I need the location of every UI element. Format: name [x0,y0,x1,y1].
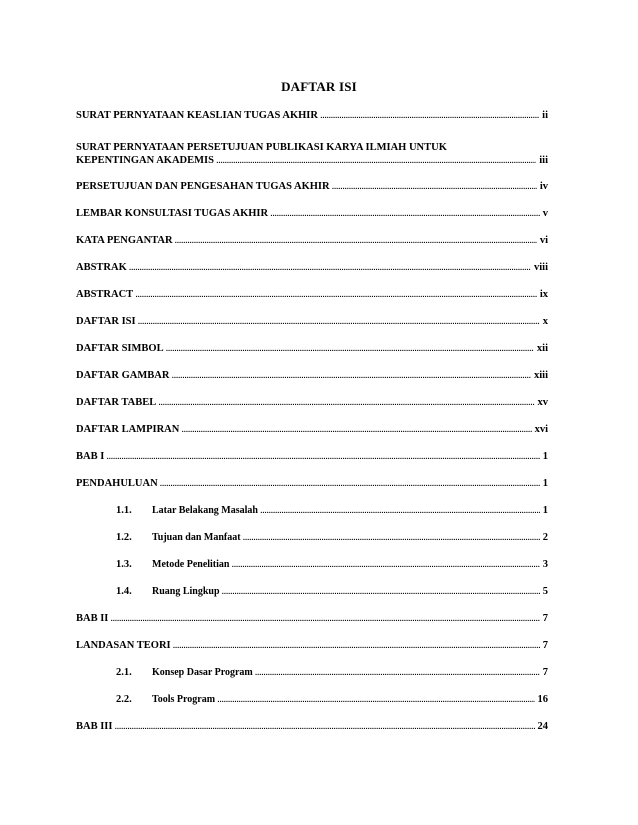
toc-entry-label: DAFTAR TABEL [76,397,157,408]
toc-entry-label: DAFTAR SIMBOL [76,343,164,354]
dot-leader [332,180,537,193]
toc-entry-label: Metode Penelitian [152,559,230,570]
toc-entry-label-line1: SURAT PERNYATAAN PERSETUJUAN PUBLIKASI KARYA ILMIAH UNTUK [76,142,447,153]
toc-entry-label: ABSTRACT [76,289,134,300]
toc-entry-label: DAFTAR GAMBAR [76,370,170,381]
toc-entry-label: Konsep Dasar Program [152,667,253,678]
toc-entry [76,207,548,220]
toc-subentry-number: 1.2. [116,532,132,543]
toc-entry [76,450,548,463]
dot-leader [222,585,540,598]
toc-entry-label: SURAT PERNYATAAN KEASLIAN TUGAS AKHIR [76,110,318,121]
toc-entry-page: viii [533,262,548,273]
toc-entry [76,477,548,490]
toc-entry-page: 1 [542,478,548,489]
dot-leader [231,558,539,571]
dot-leader [106,450,539,463]
toc-entry-page: iii [539,155,548,166]
toc-subentry [116,558,548,571]
dot-leader [135,288,537,301]
toc-entry-label: BAB II [76,613,109,624]
toc-subentry [116,585,548,598]
toc-entry-label: DAFTAR LAMPIRAN [76,424,180,435]
toc-entry-page: x [542,316,548,327]
toc-entry-label: LANDASAN TEORI [76,640,171,651]
toc-entry-page: 7 [542,640,548,651]
toc-entry-page: 7 [542,613,548,624]
toc-entry-page: 3 [542,559,548,570]
toc-entry-page: v [542,208,548,219]
page-title: DAFTAR ISI [281,79,357,94]
dot-leader [166,342,534,355]
toc-entry-label: Latar Belakang Masalah [152,505,258,516]
toc-subentry [116,666,548,679]
toc-entry-label: BAB III [76,721,113,732]
toc-entry-label: Tujuan dan Manfaat [152,532,241,543]
toc-entry [76,423,548,436]
toc-entry [76,315,548,328]
dot-leader [175,234,537,247]
dot-leader [158,396,534,409]
toc-entry-page: xii [536,343,548,354]
dot-leader [260,504,540,517]
toc-entry [76,720,548,733]
toc-entry-page: 7 [542,667,548,678]
dot-leader [270,207,540,220]
dot-leader [114,720,534,733]
toc-subentry-number: 1.3. [116,559,132,570]
toc-entry [76,639,548,652]
dot-leader [138,315,540,328]
dot-leader [173,639,540,652]
toc-subentry [116,693,548,706]
toc-subentry-number: 1.4. [116,586,132,597]
toc-entry-label: KEPENTINGAN AKADEMIS [76,155,214,166]
toc-entry [76,288,548,301]
toc-subentry [116,504,548,517]
toc-entry [76,342,548,355]
toc-entry [76,261,548,274]
toc-entry-label: KATA PENGANTAR [76,235,173,246]
toc-entry-page: ii [542,110,548,121]
toc-entry-label: Tools Program [152,694,216,705]
toc-entry [76,369,548,382]
toc-entry-page: 2 [542,532,548,543]
dot-leader [216,154,536,167]
toc-entry-label: LEMBAR KONSULTASI TUGAS AKHIR [76,208,269,219]
toc-entry-label: ABSTRAK [76,262,127,273]
dot-leader [217,693,534,706]
toc-entry-label: PERSETUJUAN DAN PENGESAHAN TUGAS AKHIR [76,181,330,192]
toc-entry-page: xiii [533,370,548,381]
toc-entry-page: 1 [542,505,548,516]
toc-entry-page: xv [537,397,548,408]
dot-leader [160,477,540,490]
dot-leader [320,109,539,122]
toc-entry [76,234,548,247]
toc-entry-page: ix [539,289,548,300]
toc-entry-page: xvi [534,424,548,435]
toc-entry-page: 5 [542,586,548,597]
toc-entry-label: PENDAHULUAN [76,478,158,489]
toc-entry [76,141,548,167]
dot-leader [110,612,539,625]
toc-subentry-number: 2.1. [116,667,132,678]
toc-entry-page: 16 [537,694,548,705]
dot-leader [243,531,540,544]
toc-entry [76,109,548,122]
toc-entry-page: 1 [542,451,548,462]
toc-subentry-number: 2.2. [116,694,132,705]
toc-entry-label: BAB I [76,451,105,462]
toc-entry-label: Ruang Lingkup [152,586,220,597]
toc-entry [76,612,548,625]
toc-entry [76,396,548,409]
dot-leader [171,369,531,382]
toc-subentry [116,531,548,544]
toc-entry-page: iv [539,181,548,192]
toc-entry-page: vi [539,235,548,246]
dot-leader [255,666,540,679]
dot-leader [181,423,531,436]
dot-leader [129,261,531,274]
toc-entry [76,180,548,193]
toc-entry-label: DAFTAR ISI [76,316,136,327]
toc-subentry-number: 1.1. [116,505,132,516]
toc-entry-page: 24 [537,721,548,732]
